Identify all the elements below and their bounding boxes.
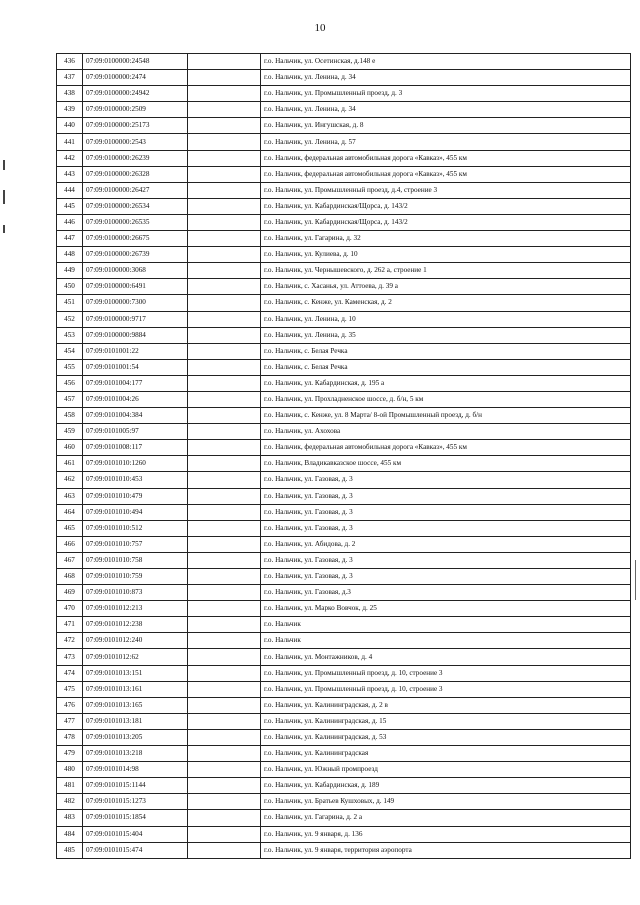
address: г.о. Нальчик, ул. Калининградская, д. 53 [261,729,631,745]
table-row [57,150,631,166]
empty-cell [188,504,261,520]
cadastral-number: 07:09:0101010:453 [83,472,188,488]
empty-cell [188,166,261,182]
table-row [57,633,631,649]
empty-cell [188,617,261,633]
table-row [57,166,631,182]
address: г.о. Нальчик, ул. Южный промпроезд [261,762,631,778]
row-number: 482 [57,794,83,810]
row-number: 473 [57,649,83,665]
address: г.о. Нальчик, ул. Абидова, д. 2 [261,536,631,552]
empty-cell [188,327,261,343]
cadastral-number: 07:09:0101014:98 [83,762,188,778]
table-row [57,375,631,391]
empty-cell [188,794,261,810]
row-number: 461 [57,456,83,472]
address: г.о. Нальчик, ул. Кабардинская, д. 195 а [261,375,631,391]
address: г.о. Нальчик, ул. Гагарина, д. 32 [261,231,631,247]
empty-cell [188,102,261,118]
table-row [57,810,631,826]
cadastral-number: 07:09:0101010:757 [83,536,188,552]
row-number: 450 [57,279,83,295]
margin-mark [635,560,636,600]
address: г.о. Нальчик, ул. Кабардинская, д. 189 [261,778,631,794]
address: г.о. Нальчик, ул. Монтажников, д. 4 [261,649,631,665]
table-row [57,86,631,102]
address: г.о. Нальчик, ул. Промышленный проезд, д. 10, строение 3 [261,665,631,681]
address: г.о. Нальчик, ул. Газовая, д. 3 [261,552,631,568]
row-number: 445 [57,198,83,214]
row-number: 485 [57,842,83,858]
table-row [57,327,631,343]
cadastral-number: 07:09:0101015:404 [83,826,188,842]
empty-cell [188,810,261,826]
table-row [57,520,631,536]
row-number: 440 [57,118,83,134]
row-number: 478 [57,729,83,745]
row-number: 479 [57,746,83,762]
table-row [57,311,631,327]
address: г.о. Нальчик, федеральная автомобильная дорога «Кавказ», 455 км [261,150,631,166]
cadastral-number: 07:09:0101004:177 [83,375,188,391]
empty-cell [188,778,261,794]
cadastral-number: 07:09:0101013:205 [83,729,188,745]
table-row [57,54,631,70]
table-row [57,649,631,665]
cadastral-number: 07:09:0101015:1273 [83,794,188,810]
cadastral-number: 07:09:0100000:26675 [83,231,188,247]
row-number: 484 [57,826,83,842]
empty-cell [188,54,261,70]
cadastral-number: 07:09:0100000:2543 [83,134,188,150]
row-number: 444 [57,182,83,198]
address: г.о. Нальчик, ул. Калининградская [261,746,631,762]
address: г.о. Нальчик, ул. Калининградская, д. 2 в [261,697,631,713]
cadastral-number: 07:09:0100000:2509 [83,102,188,118]
table-row [57,746,631,762]
address: г.о. Нальчик [261,617,631,633]
row-number: 441 [57,134,83,150]
cadastral-number: 07:09:0101008:117 [83,440,188,456]
table-row [57,263,631,279]
empty-cell [188,440,261,456]
address: г.о. Нальчик, ул. Кабардинская/Щорса, д. 143/2 [261,198,631,214]
table-row [57,456,631,472]
empty-cell [188,295,261,311]
empty-cell [188,665,261,681]
cadastral-number: 07:09:0101005:97 [83,424,188,440]
cadastral-number: 07:09:0101004:26 [83,391,188,407]
address: г.о. Нальчик, ул. Калининградская, д. 15 [261,713,631,729]
row-number: 469 [57,585,83,601]
table-row [57,70,631,86]
empty-cell [188,826,261,842]
cadastral-number: 07:09:0101013:218 [83,746,188,762]
row-number: 455 [57,359,83,375]
table-row [57,295,631,311]
cadastral-number: 07:09:0101013:161 [83,681,188,697]
row-number: 471 [57,617,83,633]
cadastral-number: 07:09:0101013:165 [83,697,188,713]
table-row [57,231,631,247]
row-number: 447 [57,231,83,247]
empty-cell [188,746,261,762]
cadastral-number: 07:09:0100000:2474 [83,70,188,86]
cadastral-number: 07:09:0101010:758 [83,552,188,568]
empty-cell [188,713,261,729]
cadastral-number: 07:09:0101010:759 [83,569,188,585]
table-row [57,729,631,745]
page-number: 10 [314,22,326,34]
empty-cell [188,649,261,665]
table-row [57,762,631,778]
table-row [57,826,631,842]
cadastral-number: 07:09:0100000:24942 [83,86,188,102]
empty-cell [188,150,261,166]
address: г.о. Нальчик, ул. Газовая, д. 3 [261,569,631,585]
address: г.о. Нальчик [261,633,631,649]
empty-cell [188,601,261,617]
empty-cell [188,247,261,263]
empty-cell [188,134,261,150]
empty-cell [188,488,261,504]
table-row [57,198,631,214]
row-number: 466 [57,536,83,552]
margin-mark [3,190,5,204]
empty-cell [188,633,261,649]
row-number: 458 [57,408,83,424]
row-number: 436 [57,54,83,70]
table-row [57,488,631,504]
address: г.о. Нальчик, федеральная автомобильная дорога «Кавказ», 455 км [261,166,631,182]
row-number: 452 [57,311,83,327]
address: г.о. Нальчик, ул. Ленина, д. 10 [261,311,631,327]
empty-cell [188,263,261,279]
cadastral-number: 07:09:0101010:494 [83,504,188,520]
cadastral-number: 07:09:0101015:1144 [83,778,188,794]
address: г.о. Нальчик, ул. 9 января, д. 136 [261,826,631,842]
empty-cell [188,86,261,102]
table-row [57,424,631,440]
address: г.о. Нальчик, ул. Промышленный проезд, д. 3 [261,86,631,102]
empty-cell [188,182,261,198]
table-row [57,247,631,263]
cadastral-number: 07:09:0101015:474 [83,842,188,858]
row-number: 463 [57,488,83,504]
row-number: 460 [57,440,83,456]
cadastral-number: 07:09:0100000:26535 [83,214,188,230]
table-row [57,391,631,407]
row-number: 468 [57,569,83,585]
cadastral-number: 07:09:0101012:238 [83,617,188,633]
empty-cell [188,681,261,697]
row-number: 453 [57,327,83,343]
address: г.о. Нальчик, ул. Осетинская, д.148 е [261,54,631,70]
cadastral-number: 07:09:0101010:479 [83,488,188,504]
table-row [57,552,631,568]
empty-cell [188,842,261,858]
empty-cell [188,585,261,601]
cadastral-number: 07:09:0101013:181 [83,713,188,729]
address: г.о. Нальчик, ул. Чернышевского, д. 262 а, строение 1 [261,263,631,279]
empty-cell [188,198,261,214]
table-row [57,408,631,424]
address: г.о. Нальчик, ул. 9 января, территория аэропорта [261,842,631,858]
table-row [57,601,631,617]
cadastral-number: 07:09:0100000:26328 [83,166,188,182]
address: г.о. Нальчик, ул. Ленина, д. 34 [261,102,631,118]
table-row [57,713,631,729]
row-number: 459 [57,424,83,440]
cadastral-number: 07:09:0100000:6491 [83,279,188,295]
cadastral-number: 07:09:0100000:7300 [83,295,188,311]
table-row [57,842,631,858]
registry-table-body [57,54,631,859]
row-number: 462 [57,472,83,488]
address: г.о. Нальчик, ул. Газовая, д. 3 [261,488,631,504]
table-row [57,617,631,633]
address: г.о. Нальчик, ул. Ингушская, д. 8 [261,118,631,134]
row-number: 449 [57,263,83,279]
empty-cell [188,359,261,375]
empty-cell [188,424,261,440]
empty-cell [188,729,261,745]
address: г.о. Нальчик, ул. Братьев Кушховых, д. 149 [261,794,631,810]
table-row [57,681,631,697]
table-row [57,214,631,230]
table-row [57,118,631,134]
address: г.о. Нальчик, федеральная автомобильная дорога «Кавказ», 455 км [261,440,631,456]
address: г.о. Нальчик, ул. Прохладненское шоссе, д. б/н, 5 км [261,391,631,407]
cadastral-number: 07:09:0100000:24548 [83,54,188,70]
table-row [57,102,631,118]
empty-cell [188,118,261,134]
row-number: 467 [57,552,83,568]
table-row [57,343,631,359]
address: г.о. Нальчик, ул. Газовая, д. 3 [261,472,631,488]
address: г.о. Нальчик, ул. Ахохова [261,424,631,440]
empty-cell [188,214,261,230]
row-number: 465 [57,520,83,536]
row-number: 464 [57,504,83,520]
address: г.о. Нальчик, ул. Газовая, д.3 [261,585,631,601]
table-row [57,504,631,520]
address: г.о. Нальчик, с. Кенже, ул. Каменская, д. 2 [261,295,631,311]
row-number: 476 [57,697,83,713]
address: г.о. Нальчик, ул. Кабардинская/Щорса, д. 143/2 [261,214,631,230]
registry-table [56,53,631,859]
address: г.о. Нальчик, с. Белая Речка [261,359,631,375]
cadastral-number: 07:09:0100000:9884 [83,327,188,343]
row-number: 477 [57,713,83,729]
cadastral-number: 07:09:0101004:384 [83,408,188,424]
address: г.о. Нальчик, с. Кенже, ул. 8 Марта/ 8-ой Промышленный проезд, д. б/н [261,408,631,424]
cadastral-number: 07:09:0100000:25173 [83,118,188,134]
empty-cell [188,311,261,327]
table-row [57,697,631,713]
table-row [57,472,631,488]
empty-cell [188,552,261,568]
address: г.о. Нальчик, ул. Промышленный проезд, д. 10, строение 3 [261,681,631,697]
empty-cell [188,536,261,552]
row-number: 448 [57,247,83,263]
cadastral-number: 07:09:0101001:22 [83,343,188,359]
address: г.о. Нальчик, ул. Ленина, д. 57 [261,134,631,150]
row-number: 480 [57,762,83,778]
table-row [57,440,631,456]
empty-cell [188,697,261,713]
cadastral-number: 07:09:0101001:54 [83,359,188,375]
row-number: 475 [57,681,83,697]
row-number: 472 [57,633,83,649]
table-row [57,536,631,552]
row-number: 474 [57,665,83,681]
cadastral-number: 07:09:0100000:9717 [83,311,188,327]
row-number: 481 [57,778,83,794]
empty-cell [188,520,261,536]
row-number: 439 [57,102,83,118]
table-row [57,279,631,295]
cadastral-number: 07:09:0100000:26239 [83,150,188,166]
empty-cell [188,70,261,86]
row-number: 470 [57,601,83,617]
margin-mark [3,225,5,233]
cadastral-number: 07:09:0100000:26739 [83,247,188,263]
empty-cell [188,391,261,407]
table-row [57,134,631,150]
empty-cell [188,408,261,424]
row-number: 437 [57,70,83,86]
cadastral-number: 07:09:0100000:26534 [83,198,188,214]
row-number: 451 [57,295,83,311]
empty-cell [188,762,261,778]
empty-cell [188,375,261,391]
cadastral-number: 07:09:0100000:26427 [83,182,188,198]
cadastral-number: 07:09:0100000:3068 [83,263,188,279]
cadastral-number: 07:09:0101012:240 [83,633,188,649]
table-row [57,665,631,681]
row-number: 443 [57,166,83,182]
address: г.о. Нальчик, ул. Промышленный проезд, д.4, строение 3 [261,182,631,198]
empty-cell [188,343,261,359]
row-number: 442 [57,150,83,166]
row-number: 456 [57,375,83,391]
table-row [57,569,631,585]
cadastral-number: 07:09:0101013:151 [83,665,188,681]
cadastral-number: 07:09:0101015:1854 [83,810,188,826]
row-number: 454 [57,343,83,359]
table-row [57,585,631,601]
table-row [57,359,631,375]
address: г.о. Нальчик, ул. Кулиева, д. 10 [261,247,631,263]
row-number: 446 [57,214,83,230]
empty-cell [188,279,261,295]
cadastral-number: 07:09:0101010:1260 [83,456,188,472]
address: г.о. Нальчик, ул. Марко Вовчок, д. 25 [261,601,631,617]
table-row [57,794,631,810]
empty-cell [188,472,261,488]
empty-cell [188,231,261,247]
address: г.о. Нальчик, ул. Ленина, д. 35 [261,327,631,343]
table-row [57,182,631,198]
cadastral-number: 07:09:0101010:512 [83,520,188,536]
margin-mark [3,160,5,170]
address: г.о. Нальчик, Владикавказское шоссе, 455 км [261,456,631,472]
address: г.о. Нальчик, ул. Газовая, д. 3 [261,520,631,536]
address: г.о. Нальчик, с. Хасанья, ул. Аттоева, д. 39 а [261,279,631,295]
row-number: 483 [57,810,83,826]
cadastral-number: 07:09:0101012:62 [83,649,188,665]
address: г.о. Нальчик, ул. Ленина, д. 34 [261,70,631,86]
row-number: 457 [57,391,83,407]
address: г.о. Нальчик, ул. Гагарина, д. 2 а [261,810,631,826]
empty-cell [188,456,261,472]
address: г.о. Нальчик, с. Белая Речка [261,343,631,359]
cadastral-number: 07:09:0101012:213 [83,601,188,617]
empty-cell [188,569,261,585]
address: г.о. Нальчик, ул. Газовая, д. 3 [261,504,631,520]
row-number: 438 [57,86,83,102]
table-row [57,778,631,794]
cadastral-number: 07:09:0101010:873 [83,585,188,601]
